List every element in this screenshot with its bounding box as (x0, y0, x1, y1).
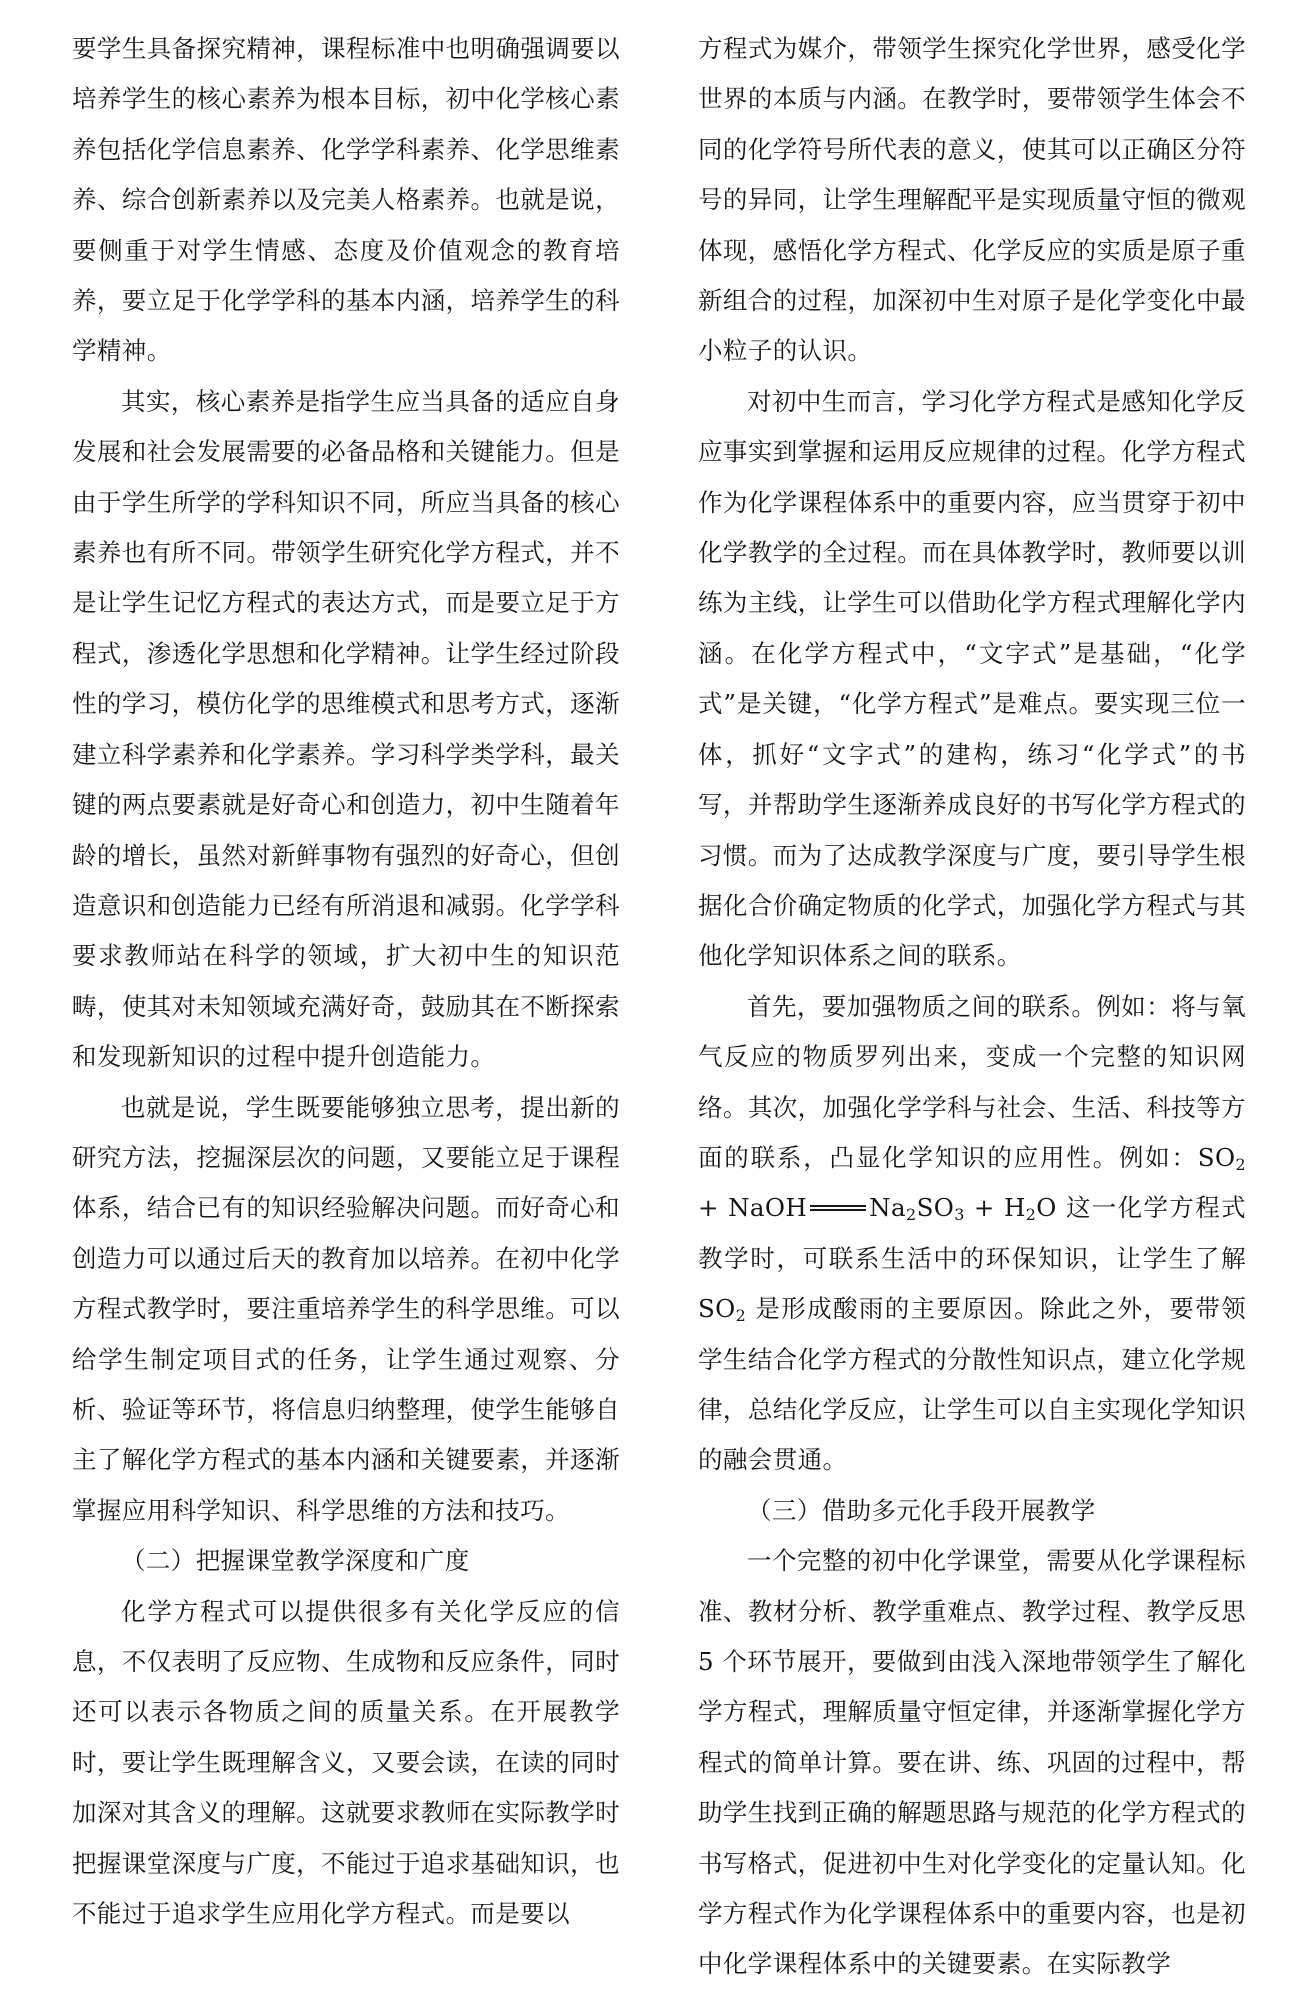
section-heading: （三）借助多元化手段开展教学 (747, 1495, 1096, 1525)
equation-text: O (1036, 1193, 1057, 1223)
equation-text: + H (964, 1193, 1026, 1223)
body-paragraph: 也就是说，学生既要能够独立思考，提出新的研究方法，挖掘深层次的问题，又要能立足于课程体系，结合已有的知识经验解决问题。而好奇心和创造力可以通过后天的教育加以培养。在初中化学方程式教学时，要注重培养学生的科学思维。可以给学生制定项目式的任务，让学生通过观察、分析、验证等环节，将信息归纳整理，使学生能够自主了解化学方程式的基本内涵和关键要素，并逐渐掌握应用科学知识、科学思维的方法和技巧。 (72, 1092, 620, 1525)
equation-text: + NaOH (698, 1193, 808, 1223)
paragraph-text: 这一化学方程式教学时，可联系生活中的环保知识，让学生了解 SO (698, 1193, 1246, 1324)
paragraph-text: 首先，要加强物质之间的联系。例如：将与氧气反应的物质罗列出来，变成一个完整的知识网络。其次，加强化学学科与社会、生活、科技等方面的联系，凸显化学知识的应用性。例如：SO (698, 991, 1246, 1172)
body-paragraph-with-equation (698, 982, 1246, 1486)
body-paragraph: 对初中生而言，学习化学方程式是感知化学反应事实到掌握和运用反应规律的过程。化学方程式作为化学课程体系中的重要内容，应当贯穿于初中化学教学的全过程。而在具体教学时，教师要以训练为主线，让学生可以借助化学方程式理解化学内涵。在化学方程式中，“文字式”是基础，“化学式”是关键，“化学方程式”是难点。要实现三位一体，抓好“文字式”的建构，练习“化学式”的书写，并帮助学生逐渐养成良好的书写化学方程式的习惯。而为了达成教学深度与广度，要引导学生根据化合价确定物质的化学式，加强化学方程式与其他化学知识体系之间的联系。 (698, 386, 1246, 971)
subscript: 2 (735, 1306, 747, 1326)
subscript: 2 (1025, 1205, 1037, 1225)
body-paragraph: 方程式为媒介，带领学生探究化学世界，感受化学世界的本质与内涵。在教学时，要带领学生体会不同的化学符号所代表的意义，使其可以正确区分符号的异同，让学生理解配平是实现质量守恒的微观体现，感悟化学方程式、化学反应的实质是原子重新组合的过程，加深初中生对原子是化学变化中最小粒子的认识。 (698, 34, 1246, 366)
paragraph-text: 是形成酸雨的主要原因。除此之外，要带领学生结合化学方程式的分散性知识点，建立化学规律，总结化学反应，让学生可以自主实现化学知识的融会贯通。 (698, 1294, 1246, 1475)
equation-text: Na (869, 1193, 907, 1223)
body-paragraph: 要学生具备探究精神，课程标准中也明确强调要以培养学生的核心素养为根本目标，初中化学核心素养包括化学信息素养、化学学科素养、化学思维素养、综合创新素养以及完美人格素养。也就是说，要侧重于对学生情感、态度及价值观念的教育培养，要立足于化学学科的基本内涵，培养学生的科学精神。 (72, 34, 620, 366)
body-paragraph: 其实，核心素养是指学生应当具备的适应自身发展和社会发展需要的必备品格和关键能力。但是由于学生所学的学科知识不同，所应当具备的核心素养也有所不同。带领学生研究化学方程式，并不是让学生记忆方程式的表达方式，而是要立足于方程式，渗透化学思想和化学精神。让学生经过阶段性的学习，模仿化学的思维模式和思考方式，逐渐建立科学素养和化学素养。学习科学类学科，最关键的两点要素就是好奇心和创造力，初中生随着年龄的增长，虽然对新鲜事物有强烈的好奇心，但创造意识和创造能力已经有所消退和减弱。化学学科要求教师站在科学的领域，扩大初中生的知识范畴，使其对未知领域充满好奇，鼓励其在不断探索和发现新知识的过程中提升创造能力。 (72, 386, 620, 1072)
equation-text: SO (916, 1193, 955, 1223)
subscript: 2 (906, 1205, 917, 1225)
left-column (72, 24, 620, 1939)
equation-equals-sign (810, 1205, 866, 1211)
subscript: 3 (954, 1205, 965, 1225)
body-paragraph: 一个完整的初中化学课堂，需要从化学课程标准、教材分析、教学重难点、教学过程、教学反思 5 个环节展开，要做到由浅入深地带领学生了解化学方程式，理解质量守恒定律，并逐渐掌握化学方程式的简单计算。要在讲、练、巩固的过程中，帮助学生找到正确的解题思路与规范的化学方程式的书写格式，促进初中生对化学变化的定量认知。化学方程式作为化学课程体系中的重要内容，也是初中化学课程体系中的关键要素。在实际教学 (698, 1546, 1246, 1979)
subscript: 2 (1235, 1154, 1246, 1174)
right-column (698, 24, 1246, 1990)
body-paragraph: 化学方程式可以提供很多有关化学反应的信息，不仅表明了反应物、生成物和反应条件，同时还可以表示各物质之间的质量关系。在开展教学时，要让学生既理解含义，又要会读，在读的同时加深对其含义的理解。这就要求教师在实际教学时把握课堂深度与广度，不能过于追求基础知识，也不能过于追求学生应用化学方程式。而是要以 (72, 1596, 620, 1929)
section-heading: （二）把握课堂教学深度和广度 (121, 1546, 470, 1576)
